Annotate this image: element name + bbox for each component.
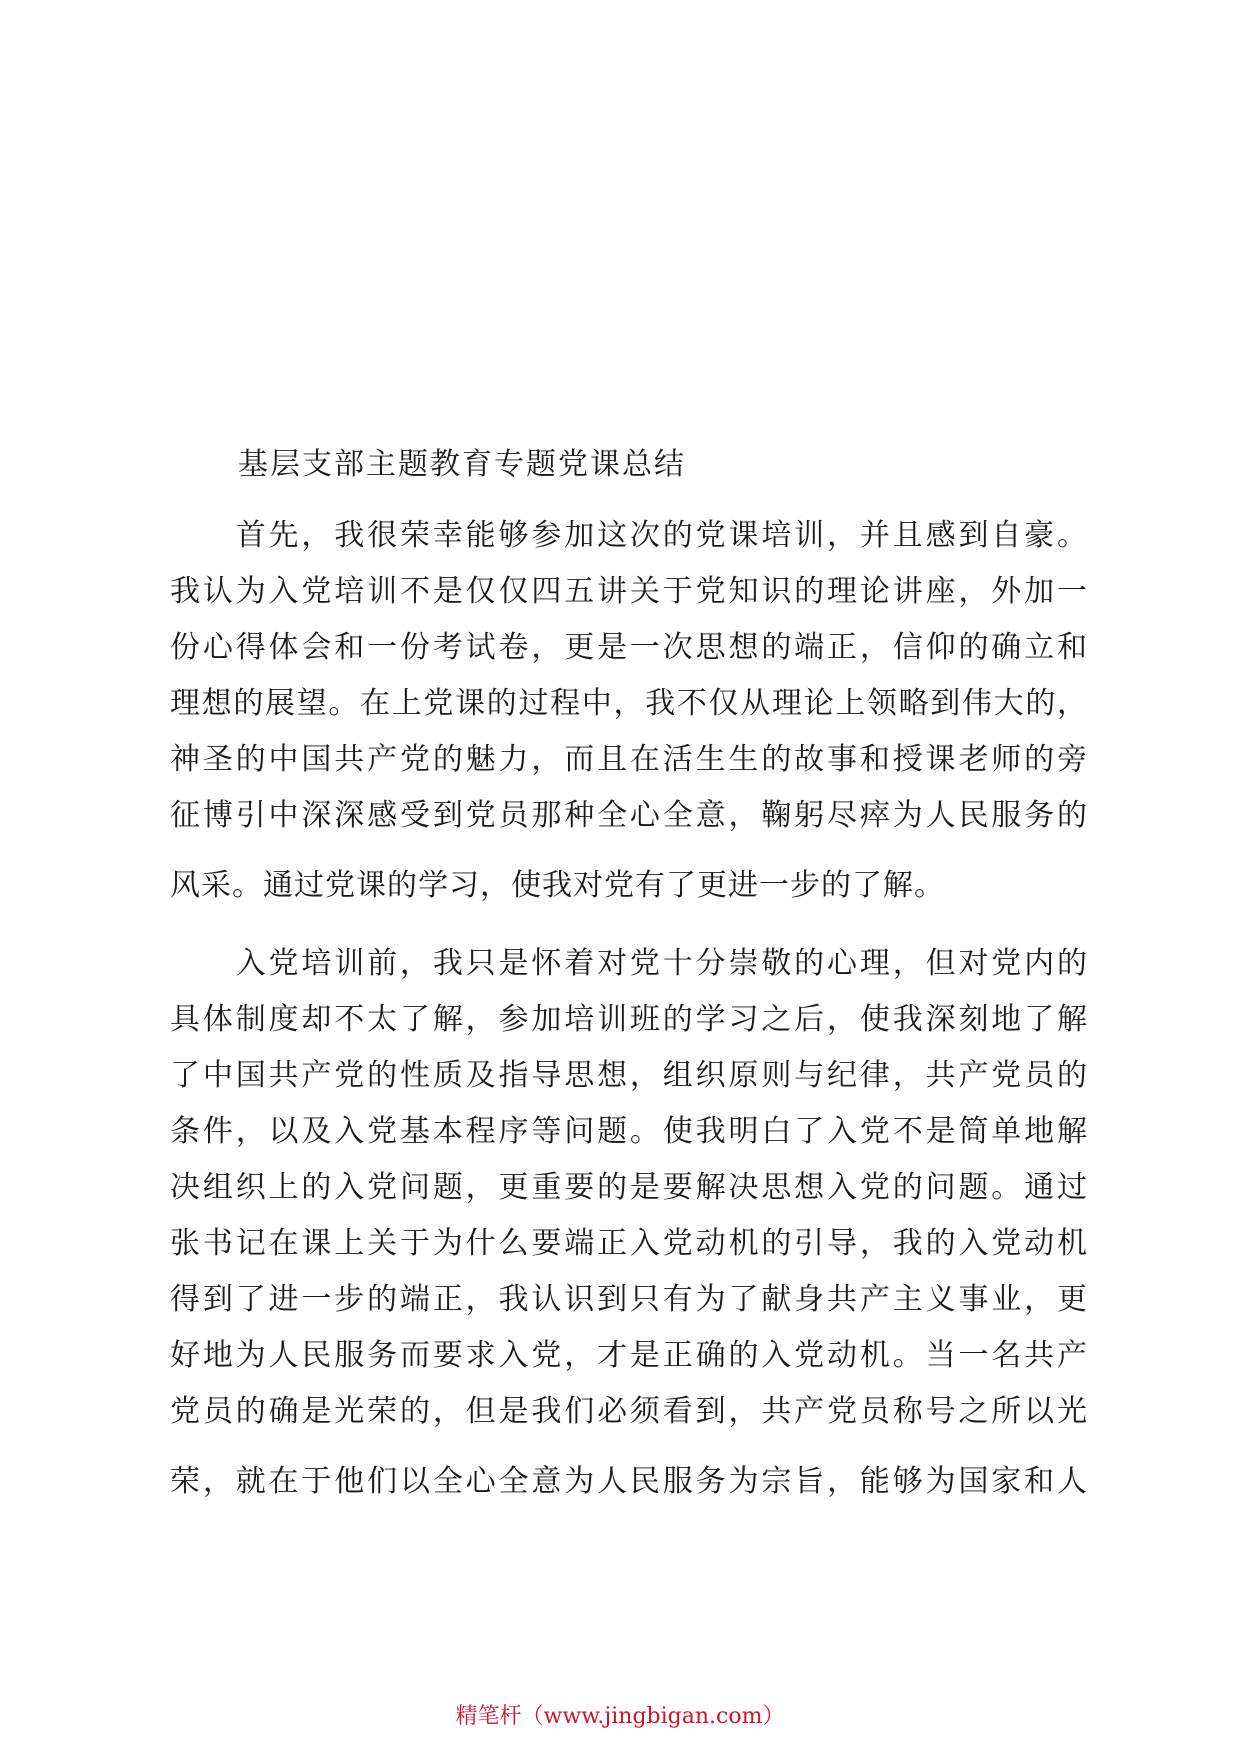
paragraph-line: 了中国共产党的性质及指导思想，组织原则与纪律，共产党员的 — [170, 1058, 1088, 1093]
paragraph-1 — [170, 508, 1088, 914]
paragraph-line: 我认为入党培训不是仅仅四五讲关于党知识的理论讲座，外加一 — [170, 574, 1088, 609]
paragraph-line: 份心得体会和一份考试卷，更是一次思想的端正，信仰的确立和 — [170, 630, 1088, 665]
paragraph-line: 神圣的中国共产党的魅力，而且在活生生的故事和授课老师的旁 — [170, 742, 1088, 777]
paragraph-line: 征博引中深深感受到党员那种全心全意，鞠躬尽瘁为人民服务的 — [170, 798, 1088, 833]
paragraph-line: 张书记在课上关于为什么要端正入党动机的引导，我的入党动机 — [170, 1226, 1088, 1261]
footer-watermark-link[interactable]: 精笔杆（www.jingbigan.com） — [455, 1704, 785, 1729]
paragraph-line: 好地为人民服务而要求入党，才是正确的入党动机。当一名共产 — [170, 1338, 1088, 1373]
paragraph-line: 条件，以及入党基本程序等问题。使我明白了入党不是简单地解 — [170, 1114, 1088, 1149]
paragraph-line: 具体制度却不太了解，参加培训班的学习之后，使我深刻地了解 — [170, 1002, 1088, 1037]
paragraph-line: 得到了进一步的端正，我认识到只有为了献身共产主义事业，更 — [170, 1282, 1088, 1317]
paragraph-line: 荣，就在于他们以全心全意为人民服务为宗旨，能够为国家和人 — [170, 1464, 1088, 1499]
paragraph-2 — [170, 936, 1088, 1510]
document-body — [170, 440, 1088, 1510]
paragraph-line: 决组织上的入党问题，更重要的是要解决思想入党的问题。通过 — [170, 1170, 1088, 1205]
paragraph-line: 党员的确是光荣的，但是我们必须看到，共产党员称号之所以光 — [170, 1394, 1088, 1429]
document-title: 基层支部主题教育专题党课总结 — [238, 447, 686, 482]
paragraph-line: 理想的展望。在上党课的过程中，我不仅从理论上领略到伟大的， — [170, 686, 1088, 721]
paragraph-line: 入党培训前，我只是怀着对党十分崇敬的心理，但对党内的 — [170, 946, 1088, 981]
paragraph-line: 风采。通过党课的学习，使我对党有了更进一步的了解。 — [170, 868, 945, 903]
paragraph-line: 首先，我很荣幸能够参加这次的党课培训，并且感到自豪。 — [170, 518, 1088, 553]
